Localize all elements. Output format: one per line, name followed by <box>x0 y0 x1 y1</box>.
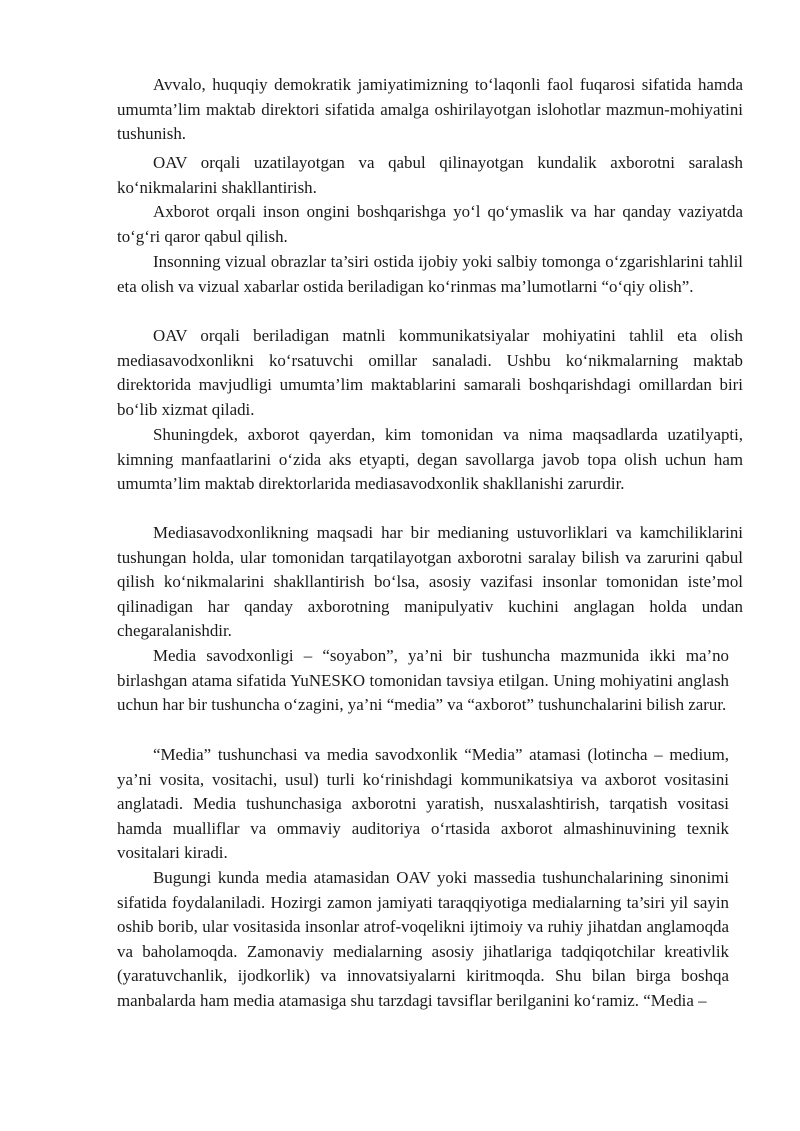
paragraph-8: Media savodxonligi – “soyabon”, ya’ni bir tushuncha mazmunida ikki ma’no birlashgan atama sifatida YuNESKO tomonidan tavsiya etilgan. Uning mohiyatini anglash uchun har bir tushuncha o‘zagini, ya’ni “media” va “axborot” tushunchalarini bilish zarur. <box>117 646 729 715</box>
paragraph-7: Mediasavodxonlikning maqsadi har bir medianing ustuvorliklari va kamchiliklarini tushungan holda, ular tomonidan tarqatilayotgan axborotni saralay bilish va zarurini qabul qilish ko‘nikmalarini shakllantirish bo‘lsa, asosiy vazifasi insonlar tomonidan iste’mol qilinadigan har qanday axborotning manipulyativ kuchini anglagan holda undan chegaralanishdir. <box>117 523 743 641</box>
paragraph-6: Shuningdek, axborot qayerdan, kim tomonidan va nima maqsadlarda uzatilyapti, kimning manfaatlarini o‘zida aks etyapti, degan savollarga javob topa olish uchun ham umumta’lim maktab direktorlarida mediasavodxonlik shakllanishi zarurdir. <box>117 425 743 494</box>
paragraph-3: Axborot orqali inson ongini boshqarishga yo‘l qo‘ymaslik va har qanday vaziyatda to‘g‘ri qaror qabul qilish. <box>117 202 743 246</box>
paragraph-2: OAV orqali uzatilayotgan va qabul qilinayotgan kundalik axborotni saralash ko‘nikmalarini shakllantirish. <box>117 153 743 197</box>
paragraph-10: Bugungi kunda media atamasidan OAV yoki massedia tushunchalarining sinonimi sifatida foydalaniladi. Hozirgi zamon jamiyati taraqqiyotiga medialarning ta’siri yil sayin oshib borib, ular vositasida insonlar atrof-voqelikni ijtimoiy va ruhiy jihatdan anglamoqda va baholamoqda. Zamonaviy medialarning asosiy jihatlariga tadqiqotchilar kreativlik (yaratuvchanlik, ijodkorlik) va innovatsiyalarni kiritmoqda. Shu bilan birga boshqa manbalarda ham media atamasiga shu tarzdagi tavsiflar berilganini ko‘ramiz. “Media – <box>117 868 729 1010</box>
paragraph-4: Insonning vizual obrazlar ta’siri ostida ijobiy yoki salbiy tomonga o‘zgarishlarini tahlil eta olish va vizual xabarlar ostida beriladigan ko‘rinmas ma’lumotlarni “o‘qiy olish”. <box>117 252 743 296</box>
paragraph-9: “Media” tushunchasi va media savodxonlik “Media” atamasi (lotincha – medium, ya’ni vosita, vositachi, usul) turli ko‘rinishdagi kommunikatsiya va axborot vositasini anglatadi. Media tushunchasiga axborotni yaratish, nusxalashtirish, tarqatish vositasi hamda mualliflar va ommaviy auditoriya o‘rtasida axborot almashinuvining texnik vositalari kiradi. <box>117 745 729 863</box>
paragraph-5: OAV orqali beriladigan matnli kommunikatsiyalar mohiyatini tahlil eta olish mediasavodxonlikni ko‘rsatuvchi omillar sanaladi. Ushbu ko‘nikmalarning maktab direktorida mavjudligi umumta’lim maktablarini samarali boshqarishdagi omillardan biri bo‘lib xizmat qiladi. <box>117 326 743 419</box>
paragraph-1: Avvalo, huquqiy demokratik jamiyatimizning to‘laqonli faol fuqarosi sifatida hamda umumta’lim maktab direktori sifatida amalga oshirilayotgan islohotlar mazmun-mohiyatini tushunish. <box>117 75 743 144</box>
